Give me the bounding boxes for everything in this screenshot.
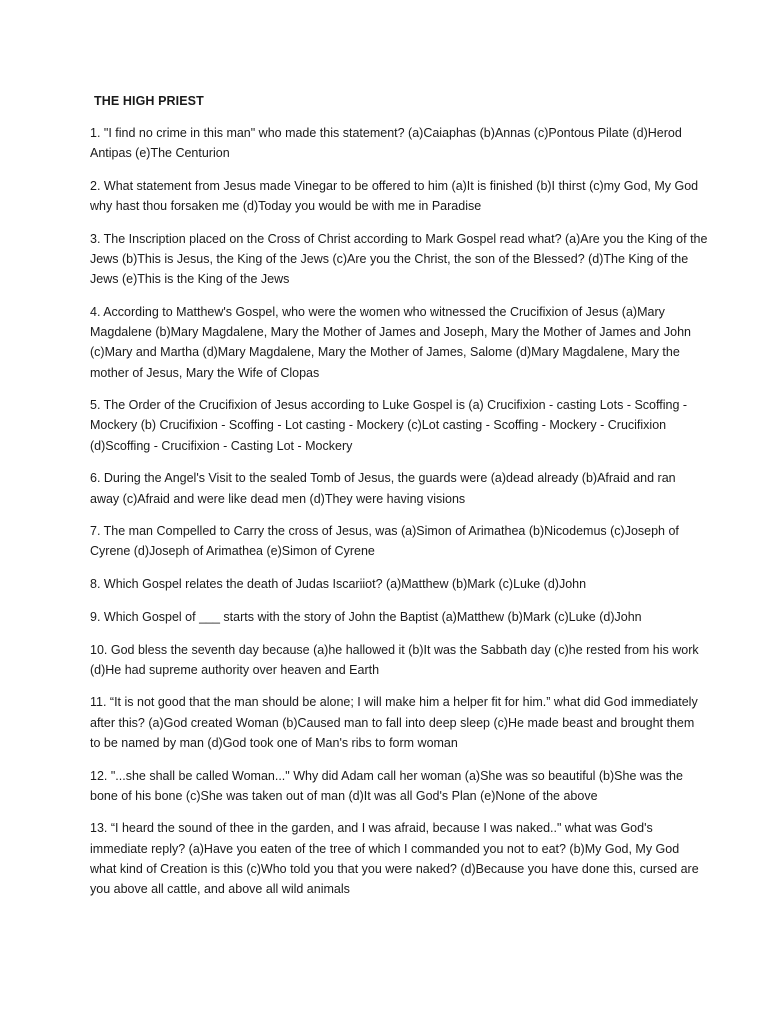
question-1: 1. "I find no crime in this man" who made this statement? (a)Caiaphas (b)Annas (c)Pontous Pilate (d)Herod Antipas (e)The Centurion (90, 126, 682, 161)
question-13: 13. “I heard the sound of thee in the garden, and I was afraid, because I was naked.." what was God's immediate reply? (a)Have you eaten of the tree of which I commanded you not to eat? (b)My God, My God what kind of Creation is this (c)Who told you that you were naked? (d)Because you have done this, cursed are you above all cattle, and above all wild animals (90, 821, 699, 897)
question-7: 7. The man Compelled to Carry the cross of Jesus, was (a)Simon of Arimathea (b)Nicodemus (c)Joseph of Cyrene (d)Joseph of Arimathea (e)Simon of Cyrene (90, 524, 679, 559)
question-11: 11. “It is not good that the man should be alone; I will make him a helper fit for him.” what did God immediately after this? (a)God created Woman (b)Caused man to fall into deep sleep (c)He made beast and brought them to be named by man (d)God took one of Man's ribs to form woman (90, 695, 698, 750)
question-3: 3. The Inscription placed on the Cross of Christ according to Mark Gospel read what? (a)Are you the King of the Jews (b)This is Jesus, the King of the Jews (c)Are you the Christ, the son of the Blessed? (d)The King of the Jews (e)This is the King of the Jews (90, 231, 708, 287)
question-9: 9. Which Gospel of ___ starts with the story of John the Baptist (a)Matthew (b)Mark (c)Luke (d)John (90, 609, 642, 624)
question-2: 2. What statement from Jesus made Vinegar to be offered to him (a)It is finished (b)I thirst (c)my God, My God why hast thou forsaken me (d)Today you would be with me in Paradise (90, 178, 699, 214)
question-10: 10. God bless the seventh day because (a)he hallowed it (b)It was the Sabbath day (c)he rested from his work (d)He had supreme authority over heaven and Earth (90, 642, 699, 677)
document-title: THE HIGH PRIEST (94, 94, 204, 108)
question-5: 5. The Order of the Crucifixion of Jesus according to Luke Gospel is (a) Crucifixion - casting Lots - Scoffing - Mockery (b) Crucifixion - Scoffing - Lot casting - Mockery (c)Lot casting - Scoffing - Mockery - Crucifixion (d)Scoffing - Crucifixion - Casting Lot - Mockery (90, 398, 688, 453)
question-8: 8. Which Gospel relates the death of Judas Iscariiot? (a)Matthew (b)Mark (c)Luke (d)John (90, 577, 587, 592)
question-12: 12. "...she shall be called Woman..." Why did Adam call her woman (a)She was so beautiful (b)She was the bone of his bone (c)She was taken out of man (d)It was all God's Plan (e)None of the above (90, 768, 683, 803)
question-4: 4. According to Matthew's Gospel, who were the women who witnessed the Crucifixion of Jesus (a)Mary Magdalene (b)Mary Magdalene, Mary the Mother of James and Joseph, Mary the Mother of James and John (c)Mary and Martha (d)Mary Magdalene, Mary the Mother of James, Salome (d)Mary Magdalene, Mary the mother of Jesus, Mary the Wife of Clopas (90, 304, 691, 380)
question-6: 6. During the Angel's Visit to the sealed Tomb of Jesus, the guards were (a)dead already (b)Afraid and ran away (c)Afraid and were like dead men (d)They were having visions (90, 471, 676, 506)
